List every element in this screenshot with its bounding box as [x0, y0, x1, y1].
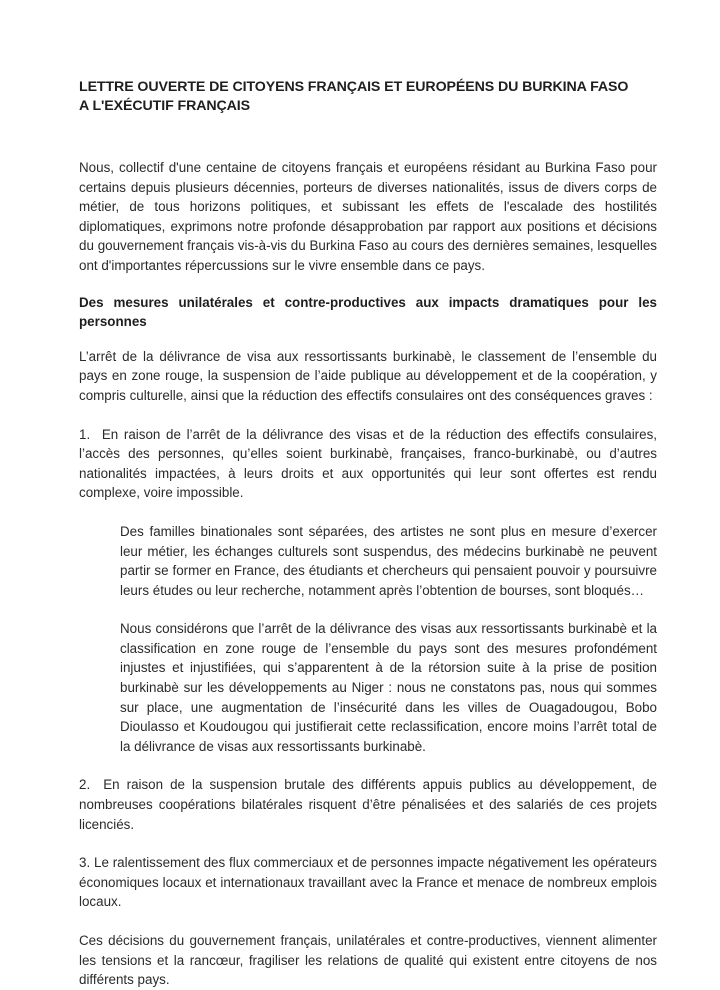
- item-number: 3.: [79, 855, 91, 871]
- letter-title: [79, 78, 657, 116]
- numbered-item-3: [79, 853, 657, 912]
- item-text: En raison de la suspension brutale des différents appuis publics au développement, de nombreuses coopérations bilatérales risquent d’être pénalisées et des salariés de ces projets licenciés.: [79, 777, 657, 832]
- indented-paragraph-2: Nous considérons que l’arrêt de la délivrance des visas aux ressortissants burkinabè et la classification en zone rouge de l’ensemble du pays sont des mesures profondément injustes et injustifiées, qui s’apparentent à de la rétorsion suite à la prise de position burkinabè sur les développements au Niger : nous ne constatons pas, nous qui sommes sur place, une augmentation de l’insécurité dans les villes de Ouagadougou, Bobo Dioulasso et Koudougou qui justifierait cette reclassification, encore moins l’arrêt total de la délivrance de visas aux ressortissants burkinabè.: [120, 621, 657, 754]
- item-number: 1.: [79, 426, 91, 442]
- item-text: En raison de l’arrêt de la délivrance des visas et de la réduction des effectifs consulaires, l’accès des personnes, qu’elles soient burkinabè, françaises, franco-burkinabè, ou d’autres nationalités impactées, à leurs droits et aux opportunités qui leur sont offertes est rendu complexe, voire impossible.: [79, 426, 657, 501]
- intro-paragraph: Nous, collectif d'une centaine de citoyens français et européens résidant au Burkina Faso pour certains depuis plusieurs décennies, porteurs de diverses nationalités, issus de divers corps de métier, de tous horizons politiques, et subissant les effets de l'escalade des hostilités diplomatiques, exprimons notre profonde désapprobation par rapport aux positions et décisions du gouvernement français vis-à-vis du Burkina Faso au cours des dernières semaines, lesquelles ont d'importantes répercussions sur le vivre ensemble dans ce pays.: [79, 160, 657, 273]
- numbered-item-2: [79, 775, 657, 834]
- title-line-2: A L'EXÉCUTIF FRANÇAIS: [79, 98, 250, 114]
- item-text: Le ralentissement des flux commerciaux et de personnes impacte négativement les opérateurs économiques locaux et internationaux travaillant avec la France et menace de nombreux emplois locaux.: [79, 855, 657, 910]
- indented-paragraph-1: Des familles binationales sont séparées, des artistes ne sont plus en mesure d’exercer leur métier, les échanges culturels sont suspendus, des médecins burkinabè ne peuvent partir se former en France, des étudiants et chercheurs qui pensaient pouvoir y poursuivre leurs études ou leur recherche, notamment après l’obtention de bourses, sont bloqués…: [120, 523, 657, 598]
- numbered-item-1: [79, 425, 657, 503]
- item-number: 2.: [79, 777, 91, 793]
- title-line-1: LETTRE OUVERTE DE CITOYENS FRANÇAIS ET EUROPÉENS DU BURKINA FASO: [79, 79, 629, 95]
- section-heading: Des mesures unilatérales et contre-productives aux impacts dramatiques pour les personnes: [79, 294, 657, 330]
- closing-paragraph: Ces décisions du gouvernement français, unilatérales et contre-productives, viennent alimenter les tensions et la rancœur, fragiliser les relations de qualité qui existent entre citoyens de nos différents pays.: [79, 933, 657, 988]
- letter-page: [79, 78, 657, 990]
- lead-paragraph: L’arrêt de la délivrance de visa aux ressortissants burkinabè, le classement de l’ensemble du pays en zone rouge, la suspension de l’aide publique au développement et de la coopération, y compris culturelle, ainsi que la réduction des effectifs consulaires ont des conséquences graves :: [79, 348, 657, 403]
